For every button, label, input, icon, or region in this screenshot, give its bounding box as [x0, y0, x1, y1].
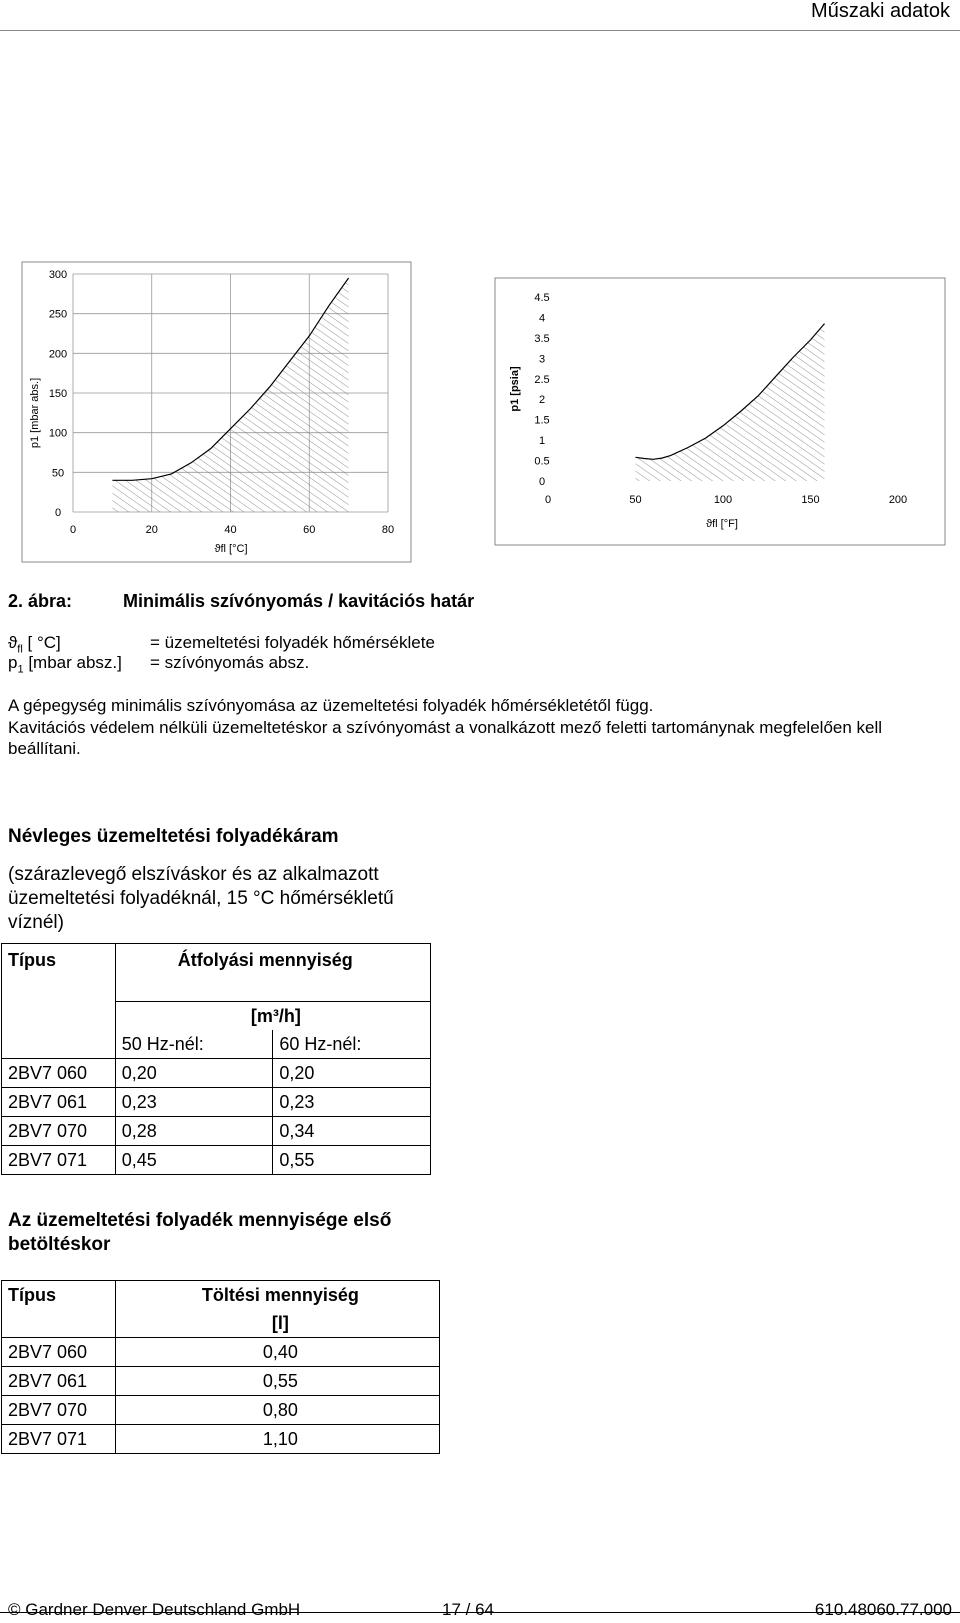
table-row [2, 1117, 431, 1146]
footer-doc-number: 610.48060.77.000 [814, 1600, 952, 1619]
page-header-title: Műszaki adatok [811, 0, 950, 22]
y-tick-label: 0 [54, 507, 62, 519]
cell-type: 2BV7 070 [2, 1117, 116, 1146]
y-tick-label: 2 [538, 394, 546, 407]
y-tick-label: 3.5 [534, 332, 550, 345]
section-title: Az üzemeltetési folyadék mennyisége első betöltéskor [8, 1210, 392, 1255]
x-tick-label: 100 [713, 494, 733, 506]
y-tick-label: 200 [48, 348, 68, 361]
x-tick-label: 0 [69, 524, 77, 536]
legend-subscript: fl [17, 643, 23, 656]
x-tick-label: 50 [629, 494, 642, 506]
y-tick-label: 0 [538, 476, 546, 488]
y-tick-label: 0.5 [534, 455, 550, 468]
fill-table [1, 1280, 440, 1454]
footer-copyright: © Gardner Denver Deutschland GmbH [8, 1600, 301, 1619]
footer-page-number: 17 / 64 [442, 1600, 494, 1619]
section-subtitle: (szárazlevegő elszíváskor és az alkalmazott üzemeltetési folyadéknál, 15 °C hőmérsékletű víznél) [8, 864, 394, 933]
legend-symbol: ϑ [8, 633, 18, 652]
cell-fill: 0,80 [115, 1396, 439, 1425]
table-row [2, 1088, 431, 1117]
y-tick-label: 4.5 [534, 292, 550, 304]
x-tick-label: 20 [145, 524, 158, 536]
table-row [2, 1367, 440, 1396]
header-60hz: 60 Hz-nél: [273, 1030, 431, 1059]
header-type: Típus [2, 944, 116, 1059]
x-tick-label: 150 [801, 494, 820, 506]
legend-symbol: p [8, 653, 18, 672]
cell-50hz: 0,23 [115, 1088, 273, 1117]
table-row [2, 1338, 440, 1367]
x-axis-label: ϑfl [°C] [214, 543, 248, 555]
y-tick-label: 1 [538, 435, 546, 448]
y-tick-label: 150 [48, 388, 68, 400]
x-tick-label: 0 [544, 494, 552, 506]
header-unit: [l] [115, 1309, 439, 1338]
legend-subscript: 1 [17, 663, 24, 676]
table-row [2, 1425, 440, 1454]
section-title: Névleges üzemeltetési folyadékáram [8, 826, 339, 847]
y-axis-label: p1 [mbar abs.] [29, 377, 41, 449]
flow-table [1, 943, 431, 1175]
cell-50hz: 0,28 [115, 1117, 273, 1146]
cell-type: 2BV7 071 [2, 1146, 116, 1175]
paragraph: A gépegység minimális szívónyomása az üzemeltetési folyadék hőmérsékletétől függ. [8, 696, 654, 715]
header-unit: [m³/h] [115, 1002, 430, 1031]
y-tick-label: 250 [48, 308, 68, 321]
legend-desc: = üzemeltetési folyadék hőmérséklete [150, 633, 435, 652]
x-tick-label: 60 [303, 524, 316, 536]
cell-type: 2BV7 060 [2, 1338, 116, 1367]
cell-50hz: 0,20 [115, 1059, 273, 1088]
cell-50hz: 0,45 [115, 1146, 273, 1175]
table-row [2, 1059, 431, 1088]
chart-celsius [21, 261, 412, 563]
legend-desc: = szívónyomás absz. [150, 653, 310, 672]
header-divider [0, 30, 960, 31]
cell-type: 2BV7 061 [2, 1367, 116, 1396]
legend-row [8, 653, 122, 675]
caption-text: Minimális szívónyomás / kavitációs határ [123, 591, 475, 611]
paragraph: Kavitációs védelem nélküli üzemeltetéskor a szívónyomást a vonalkázott mező feletti tartománynak megfelelően kell beállítani. [8, 718, 883, 758]
cell-type: 2BV7 061 [2, 1088, 116, 1117]
x-axis-label: ϑfl [°F] [706, 518, 738, 530]
y-tick-label: 50 [51, 467, 65, 480]
cell-60hz: 0,20 [273, 1059, 431, 1088]
y-tick-label: 100 [48, 427, 68, 440]
chart-fahrenheit [494, 277, 946, 546]
y-axis-label: p1 [psia] [509, 366, 521, 412]
header-flow: Átfolyási mennyiség [115, 944, 430, 1002]
cell-60hz: 0,34 [273, 1117, 431, 1146]
table-row [2, 1396, 440, 1425]
cell-fill: 0,40 [115, 1338, 439, 1367]
x-tick-label: 80 [381, 524, 395, 536]
y-tick-label: 3 [538, 353, 546, 366]
header-50hz: 50 Hz-nél: [115, 1030, 273, 1059]
cell-fill: 1,10 [115, 1425, 439, 1454]
legend-unit: [ °C] [22, 633, 61, 652]
cell-type: 2BV7 060 [2, 1059, 116, 1088]
caption-label: 2. ábra: [8, 591, 73, 611]
y-tick-label: 2.5 [534, 373, 550, 386]
y-tick-label: 300 [48, 269, 68, 281]
cell-60hz: 0,23 [273, 1088, 431, 1117]
x-tick-label: 200 [888, 494, 908, 506]
cell-60hz: 0,55 [273, 1146, 431, 1175]
cell-type: 2BV7 071 [2, 1425, 116, 1454]
chart-frame [22, 262, 411, 562]
cell-type: 2BV7 070 [2, 1396, 116, 1425]
y-tick-label: 1.5 [534, 414, 550, 427]
cell-fill: 0,55 [115, 1367, 439, 1396]
header-fill: Töltési mennyiség [115, 1281, 439, 1310]
legend-unit: [mbar absz.] [23, 653, 122, 672]
x-tick-label: 40 [224, 524, 237, 536]
y-tick-label: 4 [538, 312, 546, 325]
header-type: Típus [2, 1281, 116, 1338]
table-row [2, 1146, 431, 1175]
